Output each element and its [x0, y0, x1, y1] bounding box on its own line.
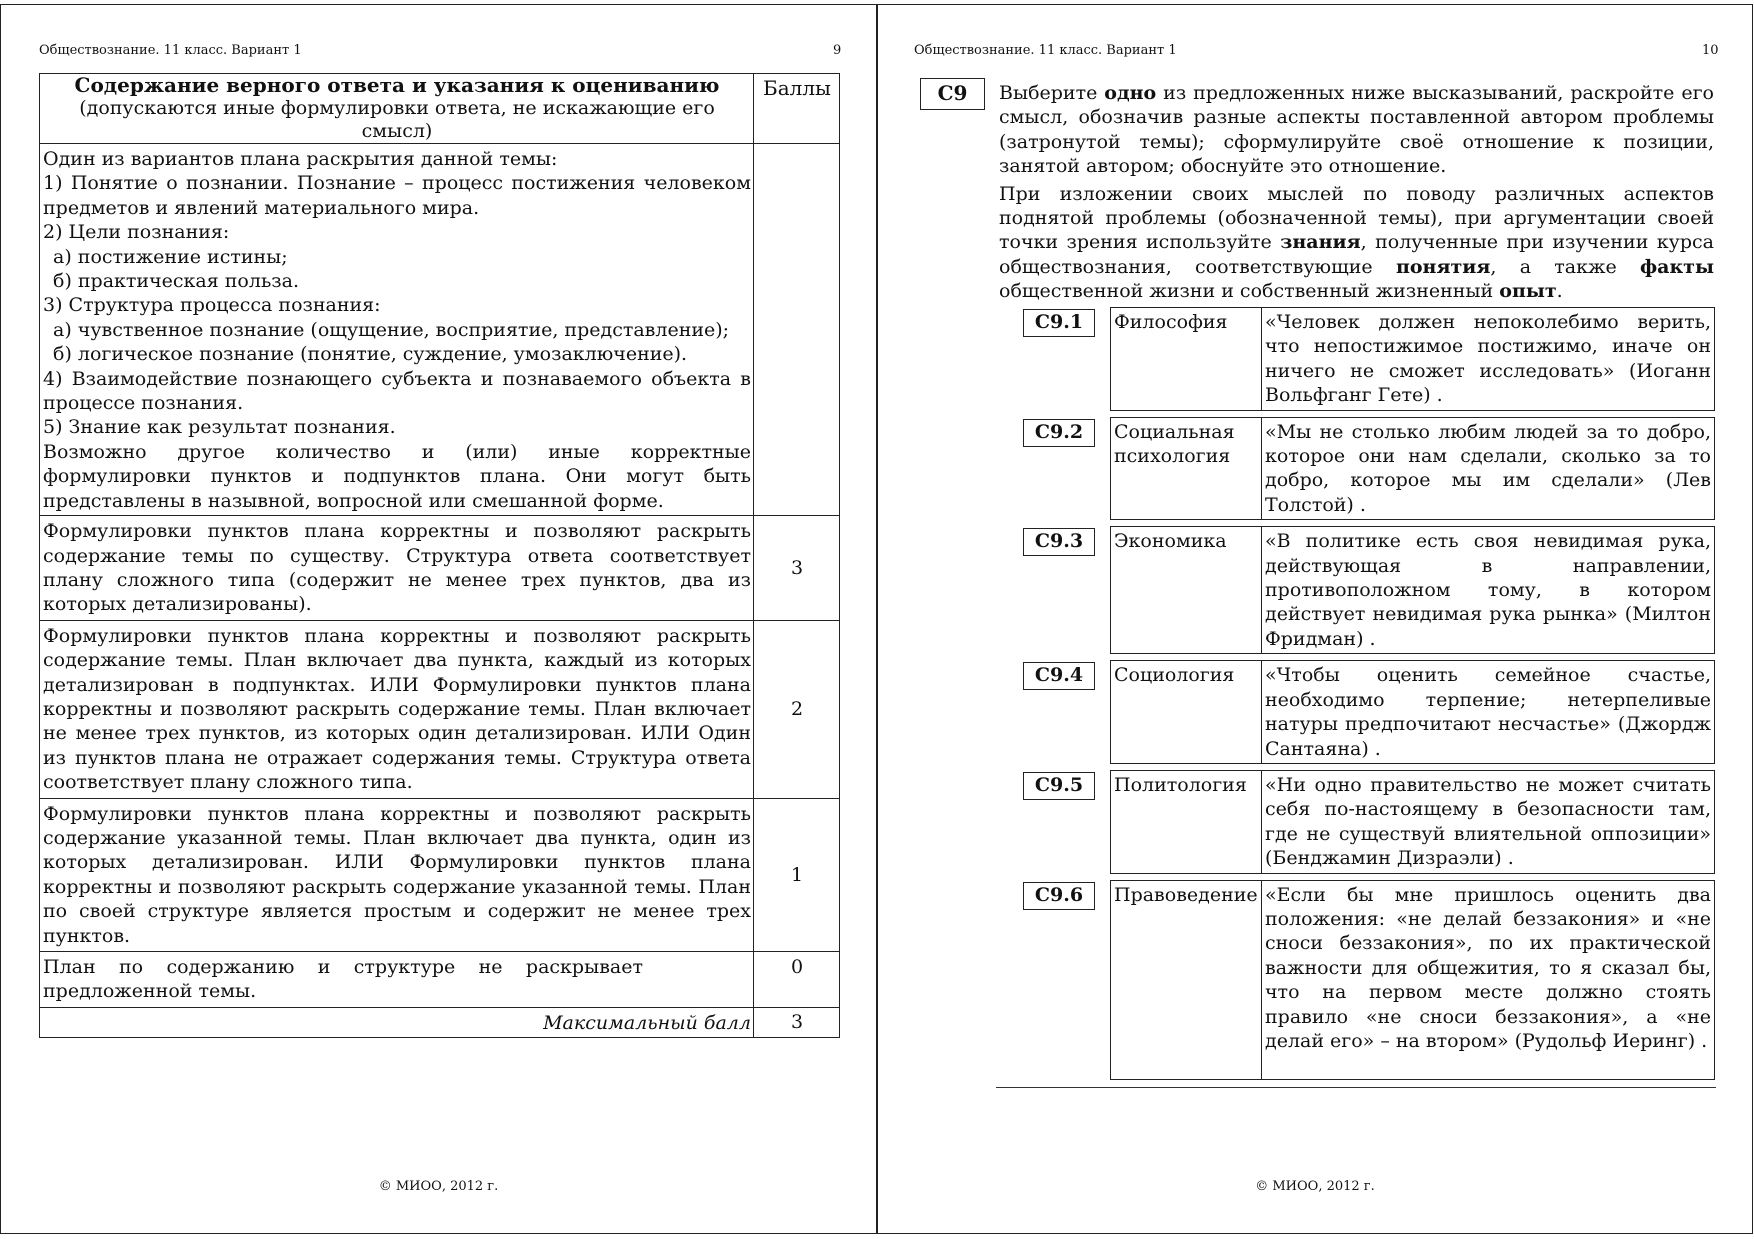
plan-line: 5) Знание как результат познания.: [43, 416, 396, 439]
quote-option: [1034, 880, 1715, 1080]
left-page: [0, 4, 877, 1234]
column-header-content: [40, 74, 754, 144]
plan-score-cell: [754, 144, 840, 516]
column-header-note: (допускаются иные формулировки ответа, не искажающие его смысл): [79, 97, 715, 142]
quote-option: [1034, 526, 1715, 654]
option-quote: «Если бы мне пришлось оценить два положения: «не делай беззакония» и «не сноси беззакония», по их практической важности для общежития, то я сказал бы, что на первом месте должно стоять правило «не сноси беззакония», а «не делай его» – на втором» (Рудольф Иеринг) .: [1265, 883, 1711, 1052]
criterion-score: 0: [754, 952, 840, 1008]
option-id: C9.1: [1023, 309, 1095, 337]
criterion-score: 3: [754, 516, 840, 621]
plan-line: б) логическое познание (понятие, суждение, умозаключение).: [53, 343, 688, 366]
option-quote: «Человек должен непоколебимо верить, что непостижимое постижимо, иначе он ничего не сможет исследовать» (Иоганн Вольфганг Гете) .: [1265, 311, 1711, 407]
plan-line: Один из вариантов плана раскрытия данной темы:: [43, 148, 558, 170]
option-subject: Социальная психология: [1111, 418, 1262, 520]
page-header: Обществознание. 11 класс. Вариант 1: [914, 43, 1177, 58]
plan-note: Возможно другое количество и (или) иные корректные формулировки пунктов и подпунктов плана. Они могут быть представлены в назывной, вопросной или смешанной форме.: [43, 440, 751, 512]
criterion-text: Формулировки пунктов плана корректны и позволяют раскрыть содержание указанной темы. План включает два пункта, один из которых детализирован. ИЛИ Формулировки пунктов плана корректны и позволяют раскрыть содержание указанной темы. План по своей структуре является простым и содержит не менее трех пунктов.: [40, 798, 754, 951]
quote-option: [1034, 417, 1715, 521]
criterion-row: [40, 516, 840, 621]
plan-line: 2) Цели познания:: [43, 221, 230, 244]
plan-line: а) постижение истины;: [53, 245, 288, 268]
column-header-title: Содержание верного ответа и указания к оцениванию: [74, 73, 720, 97]
criterion-row: [40, 952, 840, 1008]
option-quote: «Чтобы оценить семейное счастье, необходимо терпение; нетерпеливые натуры предпочитают несчастье» (Джордж Сантаяна) .: [1265, 664, 1711, 760]
option-quote: «Ни одно правительство не может считать себя по-настоящему в безопасности там, где не существуй влиятельной оппозиции» (Бенджамин Дизраэли) .: [1265, 773, 1711, 870]
column-header-score: Баллы: [754, 74, 840, 144]
page-footer: © МИОО, 2012 г.: [1255, 1179, 1375, 1194]
plan-line: а) чувственное познание (ощущение, восприятие, представление);: [53, 318, 730, 341]
option-subject: Политология: [1111, 771, 1262, 873]
option-subject: Философия: [1111, 308, 1262, 410]
page-number: 10: [1702, 43, 1719, 58]
criterion-text: Формулировки пунктов плана корректны и позволяют раскрыть содержание темы по существу. Структура ответа соответствует плану сложного типа (содержит не менее трех пунктов, два из которых детализированы).: [40, 516, 754, 621]
option-id: C9.5: [1023, 772, 1095, 800]
instruction-paragraph-2: При изложении своих мыслей по поводу различных аспектов поднятой проблемы (обозначенной темы), при аргументации своей точки зрения используйте знания, полученные при изучении курса обществознания, соответствующие понятия, а также факты общественной жизни и собственный жизненный опыт.: [999, 182, 1714, 303]
horizontal-rule: [996, 1087, 1716, 1088]
criterion-row: [40, 798, 840, 951]
option-id: C9.6: [1023, 882, 1095, 910]
quote-options: [1034, 307, 1715, 1086]
option-id: C9.4: [1023, 662, 1095, 690]
option-subject: Правоведение: [1111, 881, 1262, 1079]
page-footer: © МИОО, 2012 г.: [378, 1179, 499, 1194]
quote-option: [1034, 770, 1715, 874]
plan-line: 4) Взаимодействие познающего субъекта и познаваемого объекта в процессе познания.: [43, 367, 751, 415]
grading-table: [39, 73, 840, 1038]
max-score-row: [40, 1007, 840, 1037]
plan-line: 1) Понятие о познании. Познание – процесс постижения человеком предметов и явлений материального мира.: [43, 172, 751, 219]
criterion-score: 1: [754, 798, 840, 951]
quote-option: [1034, 660, 1715, 764]
plan-line: б) практическая польза.: [53, 270, 300, 293]
task-id-box: C9: [920, 78, 985, 110]
right-page: [877, 4, 1753, 1234]
option-subject: Социология: [1111, 661, 1262, 763]
option-quote: «В политике есть своя невидимая рука, действующая в направлении, противоположном тому, в котором действует невидимая рука рынка» (Милтон Фридман) .: [1265, 530, 1711, 650]
option-quote: «Мы не столько любим людей за то добро, которое они нам сделали, сколько за то добро, которое мы им сделали» (Лев Толстой) .: [1265, 420, 1711, 516]
instruction-paragraph-1: Выберите одно из предложенных ниже высказываний, раскройте его смысл, обозначив разные аспекты поставленной автором проблемы (затронутой темы); сформулируйте своё отношение к позиции, занятой автором; обоснуйте это отношение.: [999, 82, 1714, 178]
plan-row: [40, 144, 840, 516]
max-score-value: 3: [754, 1007, 840, 1037]
option-subject: Экономика: [1111, 527, 1262, 653]
option-id: C9.2: [1023, 419, 1095, 447]
criterion-row: [40, 620, 840, 798]
max-score-label: Максимальный балл: [40, 1007, 754, 1037]
quote-option: [1034, 307, 1715, 411]
option-id: C9.3: [1023, 528, 1095, 556]
table-header-row: [40, 74, 840, 144]
page-header: Обществознание. 11 класс. Вариант 1: [39, 43, 302, 58]
plan-line: 3) Структура процесса познания:: [43, 294, 381, 317]
page-number: 9: [833, 43, 842, 58]
plan-cell: [40, 144, 754, 516]
criterion-text: Формулировки пунктов плана корректны и позволяют раскрыть содержание темы. План включает два пункта, каждый из которых детализирован в подпунктах. ИЛИ Формулировки пунктов плана корректны и позволяют раскрыть содержание темы. План включает не менее трех пунктов, из которых один детализирован. ИЛИ Один из пунктов плана не отражает содержания темы. Структура ответа соответствует плану сложного типа.: [40, 620, 754, 798]
criterion-text: План по содержанию и структуре не раскрывает предложенной темы.: [40, 952, 754, 1008]
task-instructions: [999, 81, 1714, 304]
criterion-score: 2: [754, 620, 840, 798]
